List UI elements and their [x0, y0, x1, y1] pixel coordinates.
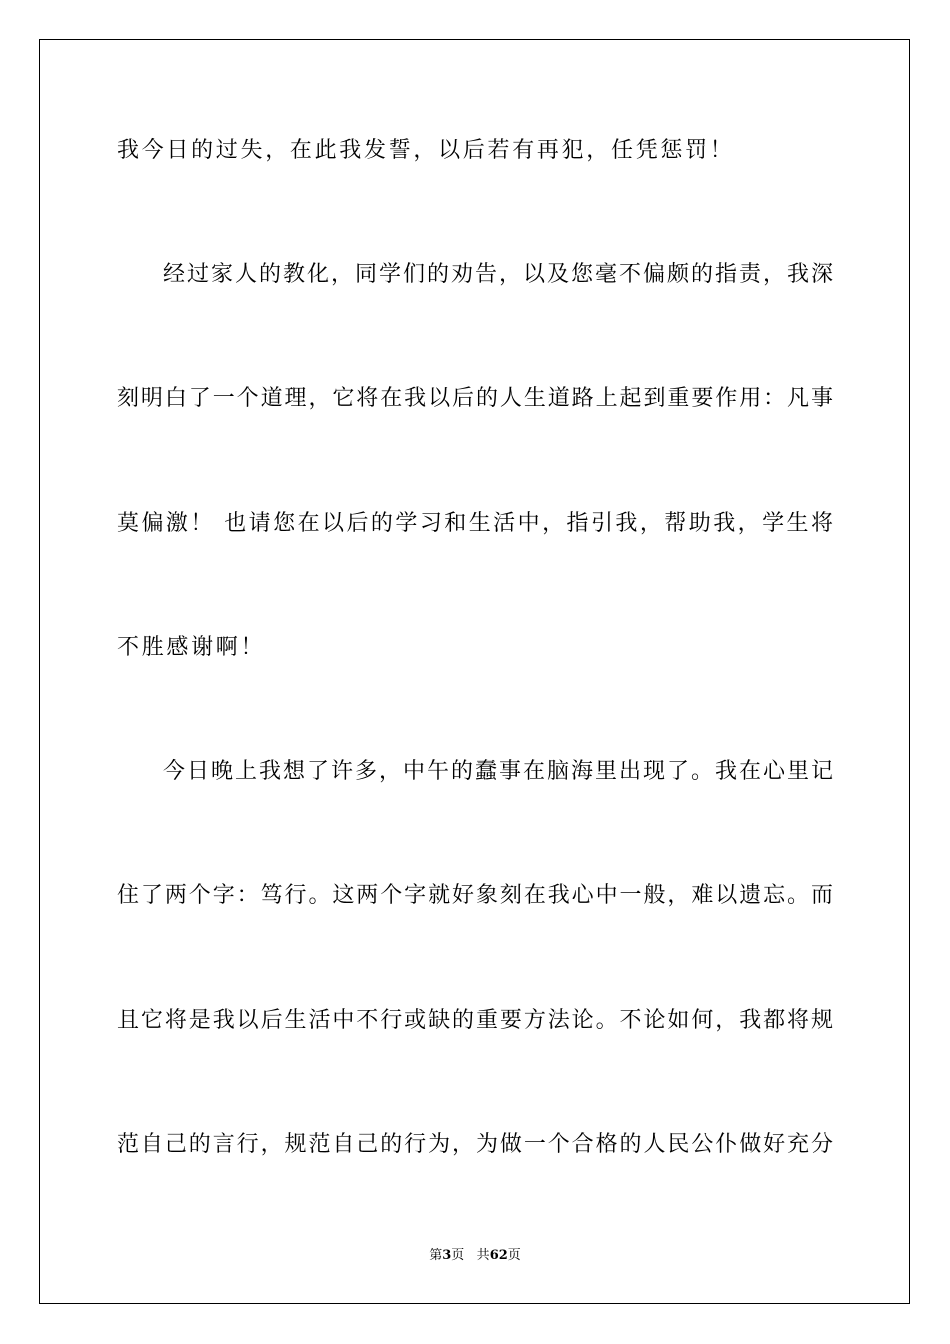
total-pages: 62 [489, 1248, 508, 1263]
text-line: 莫偏激！ 也请您在以后的学习和生活中，指引我，帮助我，学生将 [117, 511, 833, 536]
page-number: 3 [442, 1248, 452, 1263]
text-line: 刻明白了一个道理，它将在我以后的人生道路上起到重要作用：凡事 [117, 386, 833, 411]
text-line: 且它将是我以后生活中不行或缺的重要方法论。不论如何，我都将规 [117, 1008, 833, 1033]
text-line: 不胜感谢啊！ [117, 635, 266, 660]
text-line: 我今日的过失，在此我发誓，以后若有再犯，任凭惩罚！ [117, 138, 735, 163]
paragraph-first-line: 经过家人的教化，同学们的劝告，以及您毫不偏颇的指责，我深 [163, 262, 833, 287]
text-line: 住了两个字：笃行。这两个字就好象刻在我心中一般，难以遗忘。而 [117, 883, 833, 908]
page-suffix: 页 [451, 1248, 465, 1263]
text-line: 范自己的言行，规范自己的行为，为做一个合格的人民公仆做好充分 [117, 1132, 833, 1157]
total-suffix: 页 [507, 1248, 521, 1263]
paragraph-first-line: 今日晚上我想了许多，中午的蠢事在脑海里出现了。我在心里记 [163, 759, 833, 784]
total-prefix: 共 [476, 1248, 490, 1263]
page-footer [0, 1247, 950, 1265]
page-prefix: 第 [429, 1248, 443, 1263]
page-border [39, 39, 910, 1304]
